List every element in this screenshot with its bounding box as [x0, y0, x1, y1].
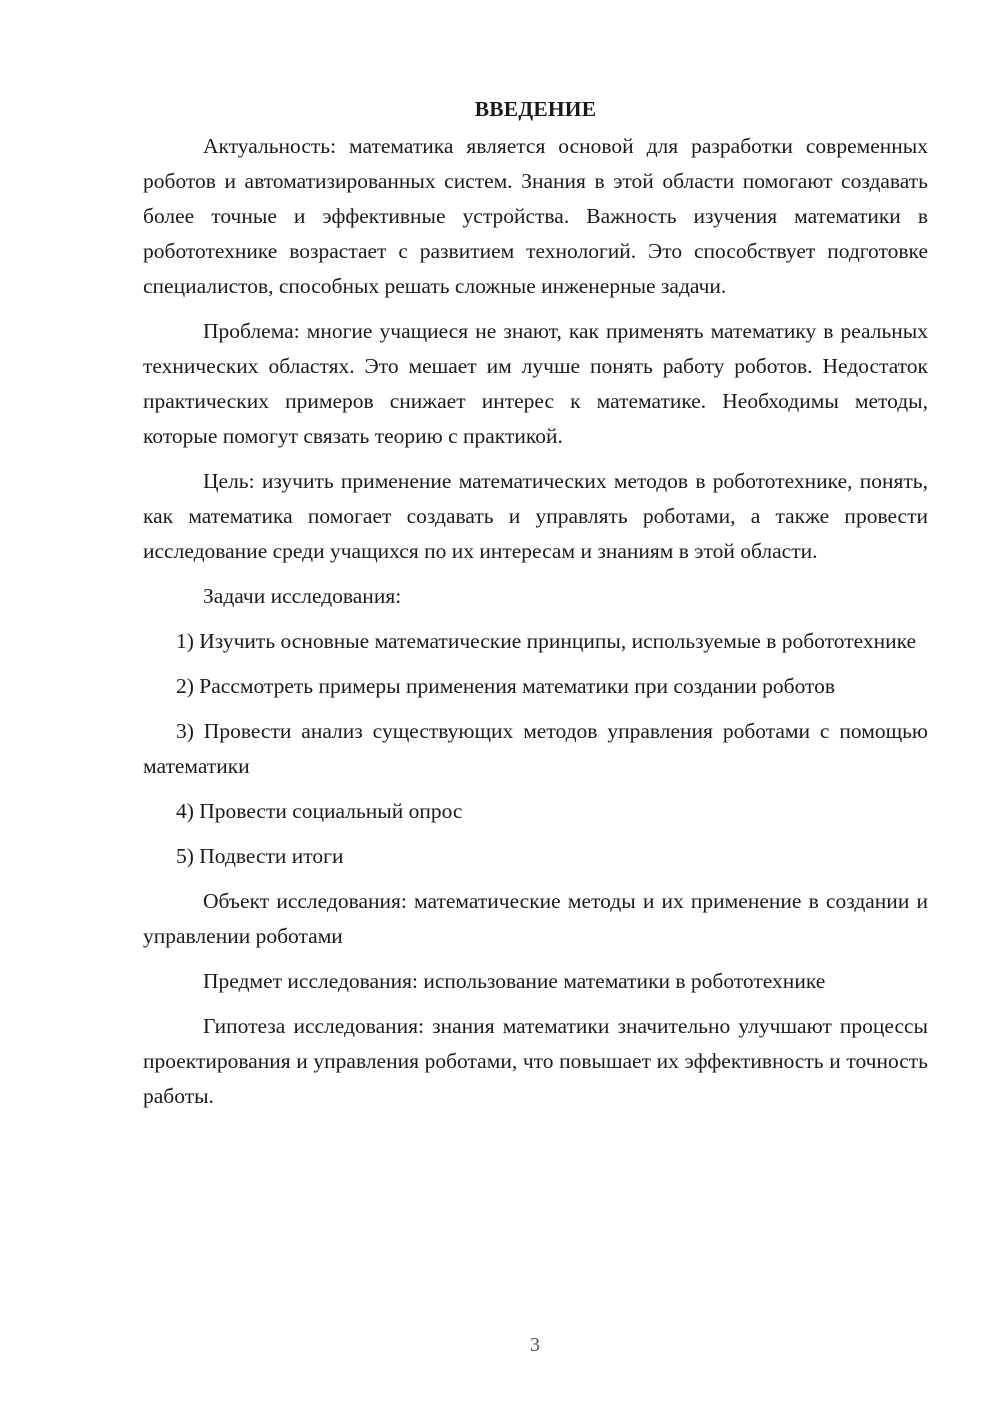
problem-paragraph: Проблема: многие учащиеся не знают, как применять математику в реальных технических областях. Это мешает им лучше понять работу роботов. Недостаток практических примеров снижает интерес к математике. Необходимы методы, которые помогут связать теорию с практикой. — [143, 319, 928, 448]
task-item-4: 4) Провести социальный опрос — [176, 799, 463, 823]
tasks-heading: Задачи исследования: — [203, 584, 402, 608]
relevance-paragraph: Актуальность: математика является основой для разработки современных роботов и автоматизированных систем. Знания в этой области помогают создавать более точные и эффективные устройства. Важность изучения математики в робототехнике возрастает с развитием технологий. Это способствует подготовке специалистов, способных решать сложные инженерные задачи. — [143, 134, 928, 298]
object-paragraph: Объект исследования: математические методы и их применение в создании и управлении роботами — [143, 889, 928, 948]
task-item-3: 3) Провести анализ существующих методов управления роботами с помощью математики — [143, 719, 928, 778]
document-page — [143, 92, 928, 1124]
page-title: ВВЕДЕНИЕ — [474, 97, 597, 121]
goal-paragraph: Цель: изучить применение математических методов в робототехнике, понять, как математика помогает создавать и управлять роботами, а также провести исследование среди учащихся по их интересам и знаниям в этой области. — [143, 469, 928, 563]
page-number: 3 — [530, 1334, 540, 1356]
subject-paragraph: Предмет исследования: использование математики в робототехнике — [203, 969, 826, 993]
task-item-5: 5) Подвести итоги — [176, 844, 344, 868]
task-item-2: 2) Рассмотреть примеры применения математики при создании роботов — [176, 674, 836, 698]
task-item-1: 1) Изучить основные математические принципы, используемые в робототехнике — [176, 629, 917, 653]
hypothesis-paragraph: Гипотеза исследования: знания математики значительно улучшают процессы проектирования и управления роботами, что повышает их эффективность и точность работы. — [143, 1014, 928, 1108]
